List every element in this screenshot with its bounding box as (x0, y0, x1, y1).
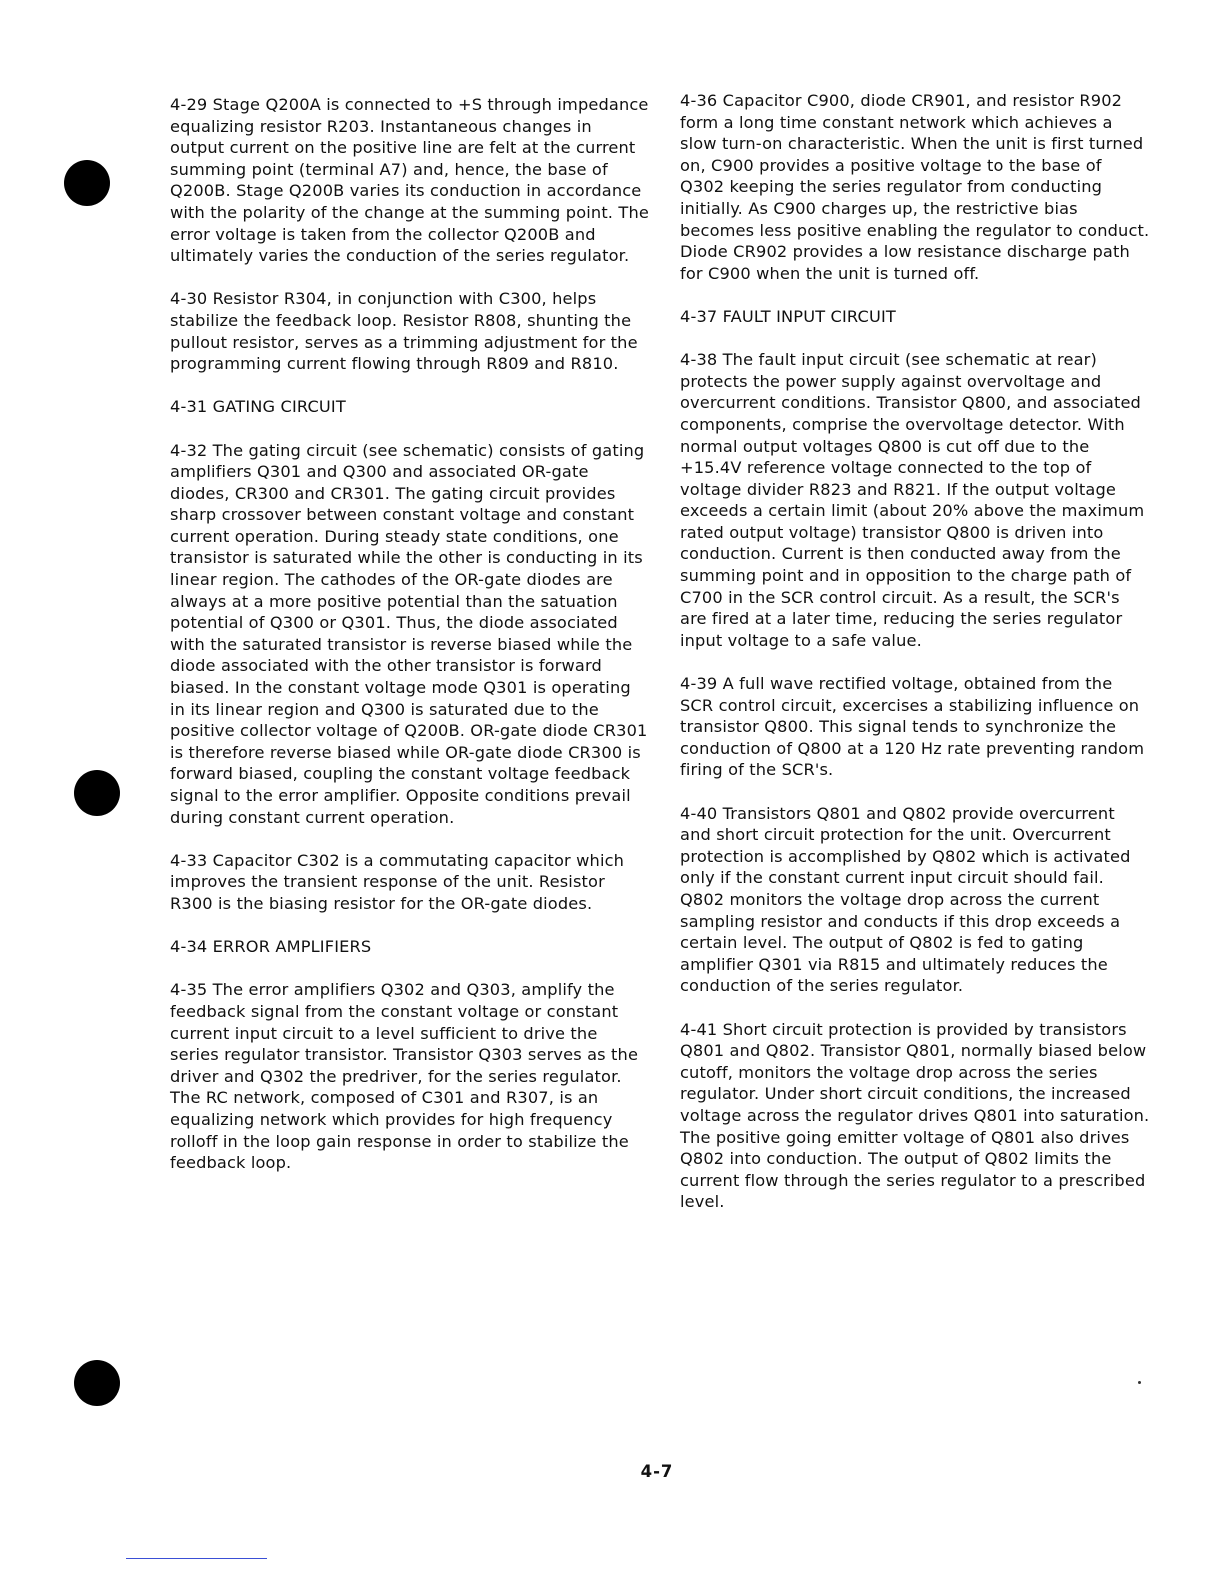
punch-hole-top (64, 160, 110, 206)
paragraph-4-39: 4-39 A full wave rectified voltage, obtained from the SCR control circuit, excercises a stabilizing influence on transistor Q800. This signal tends to synchronize the conduction of Q800 at a 120 Hz rate preventing random firing of the SCR's. (680, 674, 1145, 780)
paragraph-4-36: 4-36 Capacitor C900, diode CR901, and resistor R902 form a long time constant network which achieves a slow turn-on characteristic. When the unit is first turned on, C900 provides a positive voltage to the base of Q302 keeping the series regulator from conducting initially. As C900 charges up, the restrictive bias becomes less positive enabling the regulator to conduct. Diode CR902 provides a low resistance discharge path for C900 when the unit is turned off. (680, 91, 1150, 283)
paragraph-4-38: 4-38 The fault input circuit (see schematic at rear) protects the power supply against overvoltage and overcurrent conditions. Transistor Q800, and associated components, comprise the overvoltage detector. With normal output voltages Q800 is cut off due to the +15.4V reference voltage connected to the top of voltage divider R823 and R821. If the output voltage exceeds a certain limit (about 20% above the maximum rated output voltage) transistor Q800 is driven into conduction. Current is then conducted away from the summing point and in opposition to the charge path of C700 in the SCR control circuit. As a result, the SCR's are fired at a later time, reducing the series regulator input voltage to a safe value. (680, 350, 1145, 650)
paragraph-4-33: 4-33 Capacitor C302 is a commutating capacitor which improves the transient response of the unit. Resistor R300 is the biasing resistor for the OR-gate diodes. (170, 850, 625, 913)
section-heading-gating-circuit: 4-31 GATING CIRCUIT (170, 397, 346, 417)
punch-hole-bottom (74, 1360, 120, 1406)
paragraph-4-35: 4-35 The error amplifiers Q302 and Q303, amplify the feedback signal from the constant voltage or constant current input circuit to a level sufficient to drive the series regulator transistor. Transistor Q303 serves as the driver and Q302 the predriver, for the series regulator. The RC network, composed of C301 and R307, is an equalizing network which provides for high frequency rolloff in the loop gain response in order to stabilize the feedback loop. (170, 980, 639, 1173)
paragraph-4-40: 4-40 Transistors Q801 and Q802 provide overcurrent and short circuit protection for the unit. Overcurrent protection is accomplished by Q802 which is activated only if the constant current input circuit should fail. Q802 monitors the voltage drop across the current sampling resistor and conducts if this drop exceeds a certain level. The output of Q802 is fed to gating amplifier Q301 via R815 and ultimately reduces the conduction of the series regulator. (680, 803, 1131, 996)
page-number: 4-7 (640, 1462, 674, 1481)
paragraph-4-29: 4-29 Stage Q200A is connected to +S through impedance equalizing resistor R203. Instantaneous changes in output current on the positive line are felt at the current summing point (terminal A7) and, hence, the base of Q200B. Stage Q200B varies its conduction in accordance with the polarity of the change at the summing point. The error voltage is taken from the collector Q200B and ultimately varies the conduction of the series regulator. (170, 95, 649, 266)
paragraph-4-32: 4-32 The gating circuit (see schematic) consists of gating amplifiers Q301 and Q300 and associated OR-gate diodes, CR300 and CR301. The gating circuit provides sharp crossover between constant voltage and constant current operation. During steady state conditions, one transistor is saturated while the other is conducting in its linear region. The cathodes of the OR-gate diodes are always at a more positive potential than the satuation potential of Q300 or Q301. Thus, the diode associated with the saturated transistor is reverse biased while the diode associated with the other transistor is forward biased. In the constant voltage mode Q301 is operating in its linear region and Q300 is saturated due to the positive collector voltage of Q200B. OR-gate diode CR301 is therefore reverse biased while OR-gate diode CR300 is forward biased, coupling the constant voltage feedback signal to the error amplifier. Opposite conditions prevail during constant current operation. (170, 440, 648, 827)
left-column (170, 94, 650, 1195)
paragraph-4-30: 4-30 Resistor R304, in conjunction with C300, helps stabilize the feedback loop. Resistor R808, shunting the pullout resistor, serves as a trimming adjustment for the programming current flowing through R809 and R810. (170, 289, 638, 374)
paragraph-4-41: 4-41 Short circuit protection is provided by transistors Q801 and Q802. Transistor Q801, normally biased below cutoff, monitors the voltage drop across the series regulator. Under short circuit conditions, the increased voltage across the regulator drives Q801 into saturation. The positive going emitter voltage of Q801 also drives Q802 into conduction. The output of Q802 limits the current flow through the series regulator to a prescribed level. (680, 1019, 1150, 1212)
footer-rule (126, 1558, 267, 1559)
section-heading-error-amplifiers: 4-34 ERROR AMPLIFIERS (170, 937, 372, 957)
right-column (680, 90, 1150, 1234)
scan-speck (1138, 1381, 1141, 1384)
punch-hole-middle (74, 770, 120, 816)
section-heading-fault-input-circuit: 4-37 FAULT INPUT CIRCUIT (680, 306, 896, 326)
